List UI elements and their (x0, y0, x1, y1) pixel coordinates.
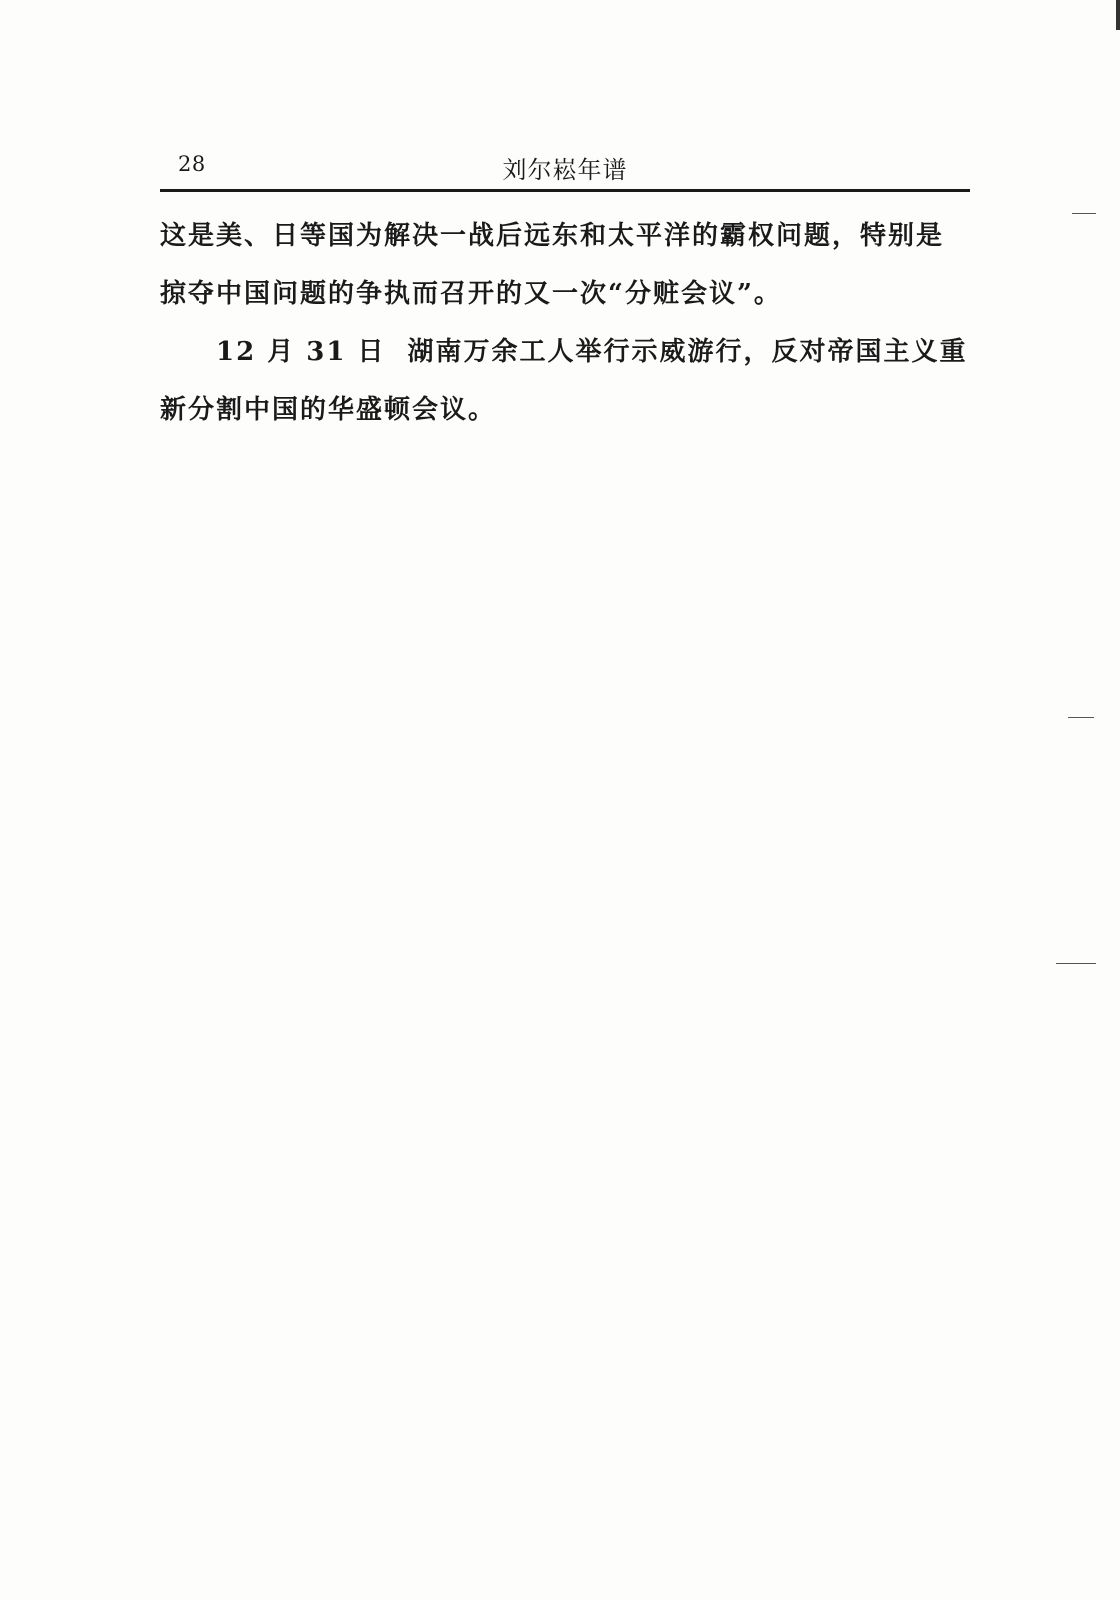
page-number: 28 (178, 152, 206, 176)
entry-text: 湖南万余工人举行示威游行，反对帝国主义重新分割中国的华盛顿会议。 (160, 337, 968, 425)
paragraph (160, 323, 970, 439)
header-rule (160, 189, 970, 192)
page-header (160, 146, 970, 188)
scan-edge-mark (1056, 963, 1096, 964)
body-text (160, 207, 970, 439)
paragraph: 这是美、日等国为解决一战后远东和太平洋的霸权问题，特别是掠夺中国问题的争执而召开的又一次“分赃会议”。 (160, 221, 945, 309)
scan-edge-mark (1072, 213, 1096, 214)
running-title: 刘尔崧年谱 (502, 156, 628, 184)
entry-date: 12 月 31 日 (216, 337, 386, 367)
scan-edge-mark (1068, 717, 1094, 718)
binding-edge-mark (1116, 0, 1120, 30)
